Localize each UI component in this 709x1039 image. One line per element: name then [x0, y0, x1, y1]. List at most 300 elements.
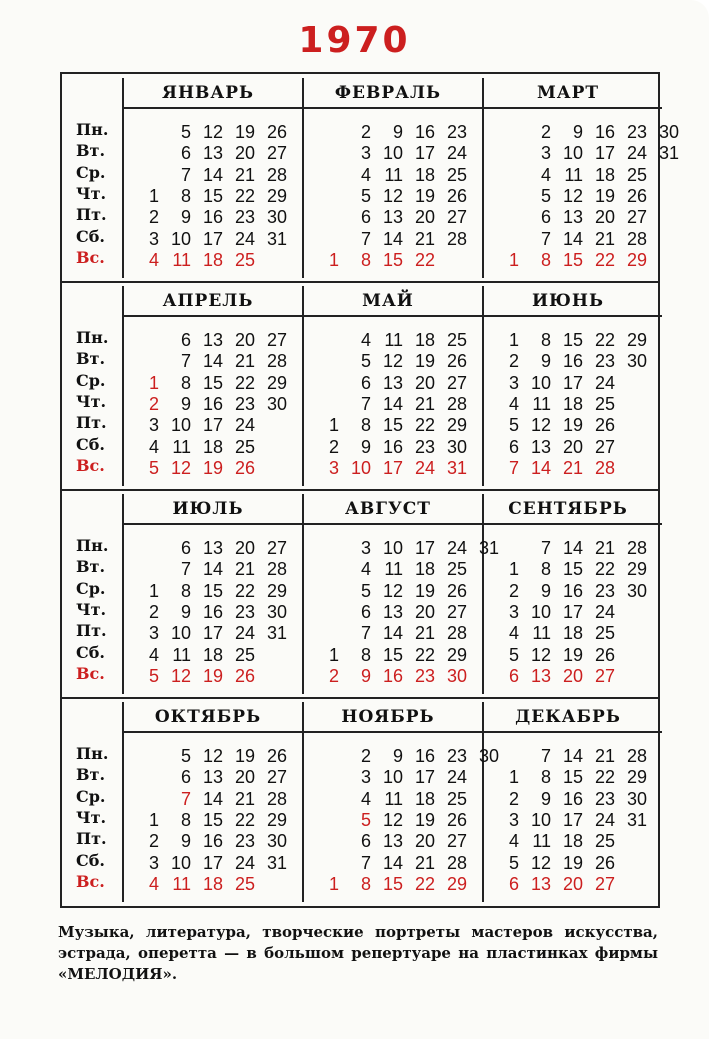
day-number: 18: [202, 436, 223, 457]
day-number: 28: [266, 351, 287, 372]
day-number: 12: [170, 457, 191, 478]
day-number: 13: [202, 538, 223, 558]
day-number: 16: [202, 393, 223, 414]
day-number: 28: [626, 538, 647, 558]
month-underline: [302, 107, 482, 109]
day-number: 20: [562, 873, 583, 894]
day-number: 20: [594, 207, 615, 228]
day-number: 22: [414, 873, 435, 894]
day-number: 2: [508, 788, 519, 809]
day-number: 5: [148, 665, 159, 686]
day-number: 11: [532, 393, 551, 414]
day-number: 3: [328, 457, 339, 478]
day-number: 5: [508, 644, 519, 665]
day-number: 10: [170, 415, 191, 436]
day-number: 29: [446, 644, 467, 665]
day-number: 3: [508, 372, 519, 393]
day-number: 21: [594, 538, 615, 558]
day-number: 29: [266, 185, 287, 206]
day-number: 27: [626, 207, 647, 228]
day-number: 25: [234, 436, 255, 457]
day-number: 19: [414, 351, 435, 372]
day-number: 25: [446, 330, 467, 350]
day-number: 5: [360, 351, 371, 372]
day-number: 27: [266, 143, 287, 164]
day-number: 14: [382, 852, 403, 873]
day-number: 11: [172, 873, 191, 894]
day-number: 23: [594, 351, 615, 372]
month-name: МАРТ: [536, 83, 600, 103]
day-number: 13: [202, 767, 223, 788]
day-number: 7: [180, 788, 191, 809]
weekday-label: Сб.: [76, 434, 105, 454]
weekday-label: Ср.: [76, 162, 106, 182]
day-number: 24: [594, 809, 615, 830]
day-number: 3: [360, 143, 371, 164]
day-number: 11: [384, 559, 403, 580]
quarter-block: [62, 74, 679, 282]
day-number: 4: [508, 393, 519, 414]
day-number: 24: [234, 852, 255, 873]
day-number: 21: [414, 852, 435, 873]
day-number: 25: [446, 559, 467, 580]
day-number: 16: [202, 831, 223, 852]
day-number: 18: [414, 559, 435, 580]
day-number: 11: [384, 788, 403, 809]
day-number: 4: [148, 249, 159, 270]
day-number: 15: [202, 809, 223, 830]
quarter-separator: [62, 489, 658, 491]
day-number: 1: [328, 415, 339, 436]
day-number: 8: [540, 559, 551, 580]
day-number: 18: [594, 164, 615, 185]
day-number: 16: [562, 788, 583, 809]
day-number: 9: [392, 122, 403, 142]
day-number: 5: [360, 185, 371, 206]
day-number: 9: [180, 393, 191, 414]
day-number: 23: [626, 122, 647, 142]
day-number: 6: [540, 207, 551, 228]
day-number: 28: [266, 788, 287, 809]
day-number: 4: [148, 873, 159, 894]
day-number: 28: [446, 228, 467, 249]
weekday-label: Вт.: [76, 141, 106, 161]
day-number: 18: [202, 249, 223, 270]
day-number: 21: [234, 559, 255, 580]
year-title: 1970: [298, 20, 411, 61]
day-number: 23: [234, 601, 255, 622]
month-underline: [122, 315, 302, 317]
day-number: 3: [360, 538, 371, 558]
day-number: 30: [626, 788, 647, 809]
day-number: 23: [234, 831, 255, 852]
month-name: НОЯБРЬ: [341, 707, 435, 727]
day-number: 30: [626, 580, 647, 601]
day-number: 10: [562, 143, 583, 164]
day-number: 3: [508, 601, 519, 622]
day-number: 9: [180, 601, 191, 622]
day-number: 12: [530, 415, 551, 436]
day-number: 31: [626, 809, 647, 830]
day-number: 26: [446, 185, 467, 206]
day-number: 16: [414, 746, 435, 766]
day-number: 24: [594, 601, 615, 622]
day-number: 18: [414, 788, 435, 809]
day-number: 15: [382, 249, 403, 270]
day-number: 28: [626, 746, 647, 766]
day-number: 21: [234, 788, 255, 809]
day-number: 10: [382, 538, 403, 558]
day-number: 24: [234, 228, 255, 249]
day-number: 9: [360, 665, 371, 686]
day-number: 13: [530, 665, 551, 686]
day-number: 12: [382, 809, 403, 830]
day-number: 2: [360, 122, 371, 142]
day-number: 14: [530, 457, 551, 478]
day-number: 7: [540, 228, 551, 249]
day-number: 6: [180, 538, 191, 558]
day-number: 2: [148, 207, 159, 228]
day-number: 7: [360, 393, 371, 414]
weekday-label: Чт.: [76, 183, 107, 203]
day-number: 11: [172, 644, 191, 665]
day-number: 6: [508, 873, 519, 894]
month-underline: [482, 107, 662, 109]
day-number: 22: [234, 809, 255, 830]
day-number: 16: [414, 122, 435, 142]
day-number: 27: [594, 873, 615, 894]
day-number: 9: [180, 831, 191, 852]
day-number: 19: [562, 415, 583, 436]
day-number: 2: [540, 122, 551, 142]
day-number: 19: [234, 122, 255, 142]
day-number: 31: [478, 538, 499, 558]
day-number: 25: [446, 164, 467, 185]
day-number: 15: [382, 415, 403, 436]
month-underline: [302, 315, 482, 317]
day-number: 18: [562, 831, 583, 852]
day-number: 23: [234, 207, 255, 228]
day-number: 5: [180, 746, 191, 766]
day-number: 29: [266, 372, 287, 393]
day-number: 5: [508, 415, 519, 436]
day-number: 17: [202, 623, 223, 644]
month-name: АПРЕЛЬ: [162, 291, 254, 311]
day-number: 30: [626, 351, 647, 372]
day-number: 9: [540, 580, 551, 601]
day-number: 28: [266, 164, 287, 185]
day-number: 27: [266, 330, 287, 350]
day-number: 1: [148, 372, 159, 393]
day-number: 28: [626, 228, 647, 249]
day-number: 26: [594, 852, 615, 873]
day-number: 14: [382, 393, 403, 414]
day-number: 19: [414, 809, 435, 830]
day-number: 19: [562, 852, 583, 873]
day-number: 3: [360, 767, 371, 788]
day-number: 11: [172, 436, 191, 457]
day-number: 24: [446, 538, 467, 558]
day-number: 31: [658, 143, 679, 164]
day-number: 20: [562, 665, 583, 686]
day-number: 5: [148, 457, 159, 478]
day-number: 14: [382, 228, 403, 249]
day-number: 12: [562, 185, 583, 206]
day-number: 14: [202, 559, 223, 580]
day-number: 18: [202, 644, 223, 665]
day-number: 25: [234, 644, 255, 665]
day-number: 23: [446, 746, 467, 766]
day-number: 26: [594, 415, 615, 436]
day-number: 23: [594, 788, 615, 809]
day-number: 4: [508, 623, 519, 644]
day-number: 1: [328, 644, 339, 665]
day-number: 8: [540, 249, 551, 270]
day-number: 20: [234, 538, 255, 558]
day-number: 22: [594, 559, 615, 580]
month-underline: [122, 523, 302, 525]
day-number: 17: [202, 228, 223, 249]
day-number: 23: [414, 436, 435, 457]
day-number: 19: [234, 746, 255, 766]
day-number: 22: [594, 330, 615, 350]
weekday-label: Вс.: [76, 455, 105, 475]
month-name: ОКТЯБРЬ: [154, 707, 262, 727]
day-number: 8: [180, 809, 191, 830]
weekday-label: Пн.: [76, 120, 109, 139]
day-number: 7: [180, 351, 191, 372]
day-number: 1: [508, 559, 519, 580]
day-number: 22: [414, 644, 435, 665]
day-number: 25: [594, 831, 615, 852]
day-number: 30: [446, 436, 467, 457]
day-number: 31: [266, 228, 287, 249]
day-number: 5: [360, 809, 371, 830]
day-number: 26: [626, 185, 647, 206]
weekday-label: Чт.: [76, 807, 107, 827]
day-number: 10: [382, 767, 403, 788]
day-number: 19: [202, 665, 223, 686]
day-number: 1: [508, 249, 519, 270]
day-number: 14: [562, 228, 583, 249]
day-number: 4: [540, 164, 551, 185]
day-number: 16: [382, 665, 403, 686]
day-number: 13: [202, 143, 223, 164]
day-number: 12: [530, 644, 551, 665]
day-number: 15: [562, 559, 583, 580]
day-number: 6: [360, 207, 371, 228]
day-number: 3: [508, 809, 519, 830]
day-number: 15: [382, 873, 403, 894]
day-number: 10: [382, 143, 403, 164]
day-number: 12: [382, 185, 403, 206]
day-number: 29: [626, 767, 647, 788]
day-number: 19: [414, 185, 435, 206]
day-number: 13: [382, 207, 403, 228]
day-number: 12: [382, 580, 403, 601]
day-number: 27: [594, 436, 615, 457]
day-number: 6: [180, 143, 191, 164]
weekday-label: Ср.: [76, 370, 106, 390]
day-number: 27: [446, 831, 467, 852]
day-number: 19: [202, 457, 223, 478]
day-number: 4: [508, 831, 519, 852]
day-number: 6: [360, 372, 371, 393]
day-number: 15: [562, 767, 583, 788]
calendar-grid: [60, 72, 679, 908]
day-number: 27: [446, 207, 467, 228]
weekday-label: Пн.: [76, 536, 109, 555]
quarter-block: [62, 490, 658, 698]
weekday-label: Вс.: [76, 871, 105, 891]
day-number: 29: [626, 249, 647, 270]
day-number: 28: [266, 559, 287, 580]
month-name: СЕНТЯБРЬ: [508, 499, 628, 519]
day-number: 5: [508, 852, 519, 873]
day-number: 8: [360, 644, 371, 665]
day-number: 13: [530, 436, 551, 457]
day-number: 26: [446, 809, 467, 830]
day-number: 15: [202, 580, 223, 601]
day-number: 10: [350, 457, 371, 478]
day-number: 1: [148, 809, 159, 830]
day-number: 9: [540, 788, 551, 809]
day-number: 10: [170, 852, 191, 873]
weekday-label: Вт.: [76, 557, 106, 577]
day-number: 3: [148, 623, 159, 644]
day-number: 10: [530, 372, 551, 393]
day-number: 17: [382, 457, 403, 478]
day-number: 13: [382, 372, 403, 393]
day-number: 14: [382, 623, 403, 644]
weekday-label: Сб.: [76, 226, 105, 246]
day-number: 2: [328, 665, 339, 686]
day-number: 24: [626, 143, 647, 164]
day-number: 7: [180, 559, 191, 580]
day-number: 27: [446, 601, 467, 622]
day-number: 11: [384, 330, 403, 350]
day-number: 7: [180, 164, 191, 185]
day-number: 25: [594, 393, 615, 414]
day-number: 16: [382, 436, 403, 457]
day-number: 10: [170, 228, 191, 249]
weekday-label: Ср.: [76, 578, 106, 598]
day-number: 18: [414, 164, 435, 185]
day-number: 30: [266, 393, 287, 414]
weekday-label: Вс.: [76, 247, 105, 267]
day-number: 24: [234, 623, 255, 644]
day-number: 18: [562, 393, 583, 414]
day-number: 20: [414, 372, 435, 393]
day-number: 13: [382, 601, 403, 622]
month-underline: [482, 315, 662, 317]
day-number: 22: [414, 249, 435, 270]
day-number: 8: [180, 580, 191, 601]
month-name: ЯНВАРЬ: [161, 83, 255, 103]
day-number: 23: [594, 580, 615, 601]
day-number: 21: [414, 228, 435, 249]
day-number: 21: [594, 228, 615, 249]
day-number: 14: [202, 788, 223, 809]
day-number: 4: [148, 436, 159, 457]
day-number: 6: [360, 831, 371, 852]
day-number: 20: [234, 143, 255, 164]
day-number: 9: [360, 436, 371, 457]
day-number: 2: [148, 393, 159, 414]
day-number: 27: [266, 538, 287, 558]
day-number: 9: [392, 746, 403, 766]
weekday-label: Пн.: [76, 328, 109, 347]
day-number: 7: [360, 228, 371, 249]
weekday-label: Пт.: [76, 621, 107, 641]
weekday-label: Вт.: [76, 349, 106, 369]
day-number: 1: [508, 767, 519, 788]
day-number: 13: [530, 873, 551, 894]
day-number: 4: [360, 788, 371, 809]
day-number: 29: [266, 580, 287, 601]
day-number: 17: [202, 415, 223, 436]
day-number: 25: [594, 623, 615, 644]
day-number: 1: [148, 580, 159, 601]
day-number: 14: [202, 164, 223, 185]
day-number: 10: [170, 623, 191, 644]
day-number: 24: [414, 457, 435, 478]
month-name: ФЕВРАЛЬ: [334, 83, 442, 103]
day-number: 8: [360, 249, 371, 270]
day-number: 6: [180, 767, 191, 788]
day-number: 23: [446, 122, 467, 142]
day-number: 10: [530, 809, 551, 830]
day-number: 24: [446, 767, 467, 788]
day-number: 17: [562, 601, 583, 622]
day-number: 24: [594, 372, 615, 393]
day-number: 17: [414, 538, 435, 558]
month-name: ИЮЛЬ: [172, 499, 244, 519]
day-number: 3: [148, 228, 159, 249]
day-number: 30: [266, 601, 287, 622]
day-number: 18: [414, 330, 435, 350]
day-number: 11: [564, 164, 583, 185]
day-number: 4: [360, 164, 371, 185]
day-number: 14: [202, 351, 223, 372]
day-number: 17: [562, 809, 583, 830]
day-number: 8: [360, 415, 371, 436]
day-number: 19: [414, 580, 435, 601]
day-number: 25: [234, 873, 255, 894]
day-number: 5: [360, 580, 371, 601]
day-number: 23: [234, 393, 255, 414]
day-number: 5: [180, 122, 191, 142]
day-number: 26: [266, 122, 287, 142]
day-number: 29: [626, 330, 647, 350]
weekday-label: Сб.: [76, 850, 105, 870]
day-number: 17: [202, 852, 223, 873]
day-number: 30: [266, 831, 287, 852]
day-number: 21: [234, 164, 255, 185]
day-number: 20: [234, 767, 255, 788]
day-number: 2: [148, 601, 159, 622]
day-number: 1: [328, 873, 339, 894]
day-number: 13: [382, 831, 403, 852]
day-number: 16: [202, 207, 223, 228]
day-number: 10: [530, 601, 551, 622]
day-number: 7: [360, 852, 371, 873]
quarter-block: [62, 698, 658, 906]
day-number: 21: [414, 623, 435, 644]
day-number: 28: [594, 457, 615, 478]
day-number: 14: [562, 746, 583, 766]
weekday-label: Пт.: [76, 413, 107, 433]
